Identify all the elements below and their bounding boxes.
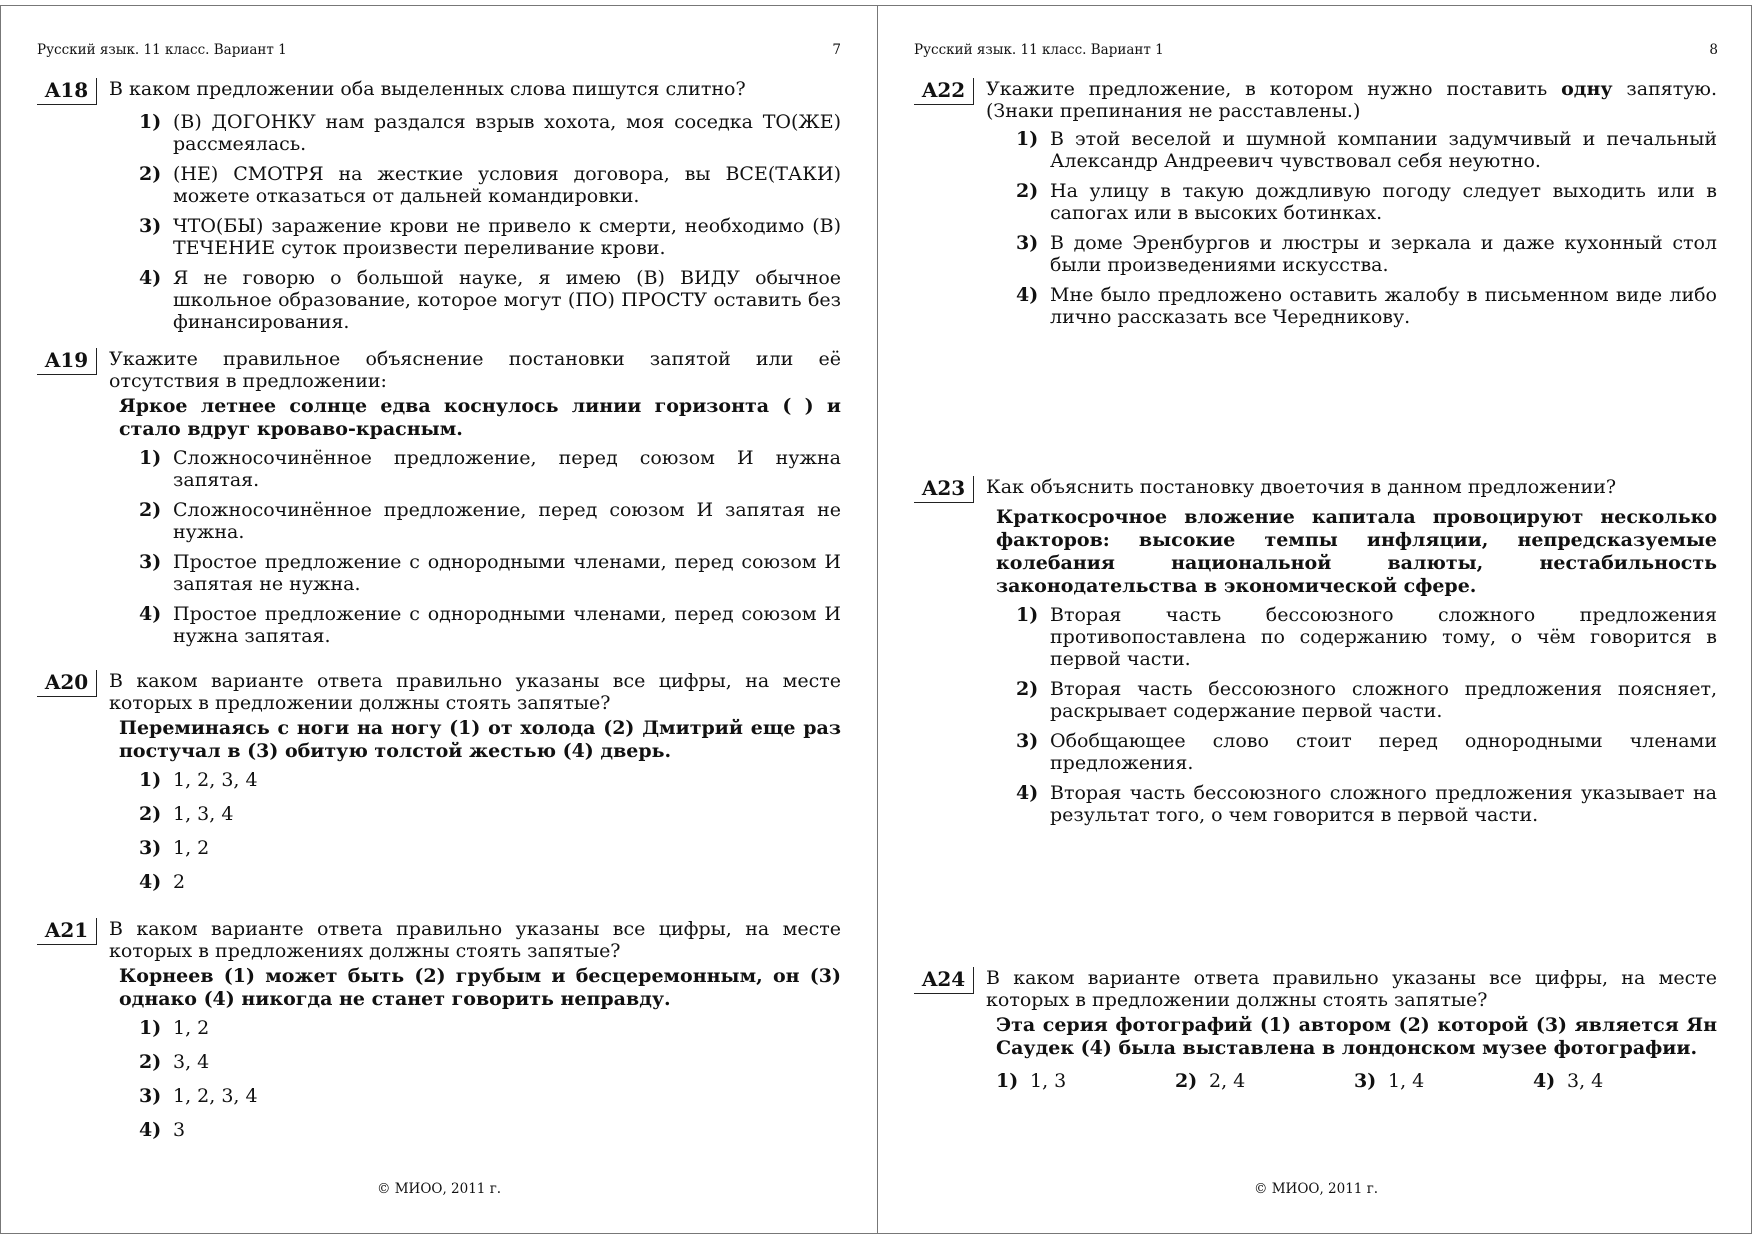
option-text: 2, 4	[1209, 1070, 1246, 1092]
page-number: 8	[1709, 42, 1718, 58]
option-number: 4)	[1016, 284, 1039, 306]
option-number: 4)	[139, 871, 162, 893]
option-number: 1)	[139, 447, 162, 469]
answer-options	[139, 447, 841, 647]
answer-options	[139, 1017, 841, 1141]
answer-option[interactable]	[139, 267, 841, 333]
question-number: A18	[37, 78, 97, 105]
header-title: Русский язык. 11 класс. Вариант 1	[914, 42, 1164, 58]
option-number: 2)	[1175, 1070, 1198, 1092]
question-text: В каком варианте ответа правильно указаны все цифры, на месте которых в предложении должны стоять запятые?	[986, 967, 1717, 1011]
option-number: 2)	[139, 803, 162, 825]
option-number: 2)	[1016, 180, 1039, 202]
answer-option[interactable]	[139, 871, 841, 893]
question-sentence: Яркое летнее солнце едва коснулось линии горизонта ( ) и стало вдруг кроваво-красным.	[119, 395, 841, 440]
option-text: Вторая часть бессоюзного сложного предложения противопоставлена по содержанию тому, о чём говорится в первой части.	[1050, 604, 1717, 670]
question-a20	[37, 670, 841, 905]
question-sentence: Корнеев (1) может быть (2) грубым и бесцеремонным, он (3) однако (4) никогда не станет говорить неправду.	[119, 965, 841, 1010]
page-footer	[1, 1181, 877, 1197]
option-number: 2)	[139, 163, 162, 185]
option-text: 1, 2	[173, 1017, 210, 1039]
option-text: (В) ДОГОНКУ нам раздался взрыв хохота, моя соседка ТО(ЖЕ) рассмеялась.	[173, 111, 841, 155]
option-text: Мне было предложено оставить жалобу в письменном виде либо лично рассказать все Чередникову.	[1050, 284, 1717, 328]
question-a22	[914, 78, 1717, 336]
answer-option[interactable]	[139, 769, 841, 791]
answer-option[interactable]	[1016, 284, 1717, 328]
option-number: 2)	[1016, 678, 1039, 700]
option-number: 4)	[139, 603, 162, 625]
option-text: Вторая часть бессоюзного сложного предложения поясняет, раскрывает содержание первой части.	[1050, 678, 1717, 722]
option-text: (НЕ) СМОТРЯ на жесткие условия договора, вы ВСЕ(ТАКИ) можете отказаться от дальней командировки.	[173, 163, 841, 207]
question-a19	[37, 348, 841, 655]
option-number: 4)	[139, 1119, 162, 1141]
answer-option[interactable]	[1175, 1070, 1354, 1092]
question-text-emphasis: одну	[1561, 78, 1613, 100]
answer-option[interactable]	[139, 1119, 841, 1141]
option-text: На улицу в такую дождливую погоду следует выходить или в сапогах или в высоких ботинках.	[1050, 180, 1717, 224]
question-text-part: запятую. (Знаки препинания не расставлены.)	[986, 78, 1717, 122]
page-header	[37, 42, 841, 58]
answer-option[interactable]	[139, 803, 841, 825]
answer-option[interactable]	[1016, 730, 1717, 774]
option-number: 1)	[139, 111, 162, 133]
answer-option[interactable]	[139, 447, 841, 491]
answer-option[interactable]	[139, 837, 841, 859]
option-text: 3, 4	[1567, 1070, 1604, 1092]
option-text: ЧТО(БЫ) заражение крови не привело к смерти, необходимо (В) ТЕЧЕНИЕ суток произвести переливание крови.	[173, 215, 841, 259]
page-footer	[878, 1181, 1754, 1197]
option-text: 3, 4	[173, 1051, 210, 1073]
option-text: 1, 4	[1388, 1070, 1425, 1092]
question-number: A22	[914, 78, 974, 105]
answer-option[interactable]	[1016, 604, 1717, 670]
question-a23	[914, 476, 1717, 834]
option-number: 3)	[139, 837, 162, 859]
option-number: 1)	[1016, 604, 1039, 626]
copyright: © МИОО, 2011 г.	[1253, 1181, 1379, 1197]
option-number: 1)	[139, 1017, 162, 1039]
option-text: В доме Эренбургов и люстры и зеркала и даже кухонный стол были произведениями искусства.	[1050, 232, 1717, 276]
option-text: Сложносочинённое предложение, перед союзом И нужна запятая.	[173, 447, 841, 491]
option-number: 3)	[1016, 232, 1039, 254]
option-text: 1, 2, 3, 4	[173, 769, 258, 791]
answer-option[interactable]	[139, 1017, 841, 1039]
question-number: A19	[37, 348, 97, 375]
answer-options	[1016, 604, 1717, 826]
option-text: Вторая часть бессоюзного сложного предложения указывает на результат того, о чем говорится в первой части.	[1050, 782, 1717, 826]
option-text: Я не говорю о большой науке, я имею (В) ВИДУ обычное школьное образование, которое могут (ПО) ПРОСТУ оставить без финансирования.	[173, 267, 841, 333]
question-number: A20	[37, 670, 97, 697]
question-a24	[914, 967, 1717, 1092]
answer-options	[1016, 128, 1717, 328]
answer-option[interactable]	[139, 1085, 841, 1107]
answer-option[interactable]	[139, 215, 841, 259]
option-text: 1, 3	[1030, 1070, 1067, 1092]
answer-option[interactable]	[139, 111, 841, 155]
page-number: 7	[832, 42, 841, 58]
option-number: 4)	[1533, 1070, 1556, 1092]
answer-option[interactable]	[139, 163, 841, 207]
header-title: Русский язык. 11 класс. Вариант 1	[37, 42, 287, 58]
option-number: 1)	[996, 1070, 1019, 1092]
option-text: 3	[173, 1119, 186, 1141]
answer-option[interactable]	[996, 1070, 1175, 1092]
question-text: В каком варианте ответа правильно указаны все цифры, на месте которых в предложении должны стоять запятые?	[109, 670, 841, 714]
option-number: 2)	[139, 1051, 162, 1073]
question-sentence: Эта серия фотографий (1) автором (2) которой (3) является Ян Саудек (4) была выставлена в лондонском музее фотографии.	[996, 1014, 1717, 1059]
option-number: 3)	[139, 215, 162, 237]
page-right	[878, 6, 1754, 1233]
option-text: Простое предложение с однородными членами, перед союзом И нужна запятая.	[173, 603, 841, 647]
question-a18	[37, 78, 841, 341]
answer-options	[139, 769, 841, 893]
question-text: Укажите правильное объяснение постановки запятой или её отсутствия в предложении:	[109, 348, 841, 392]
question-text-part: Укажите предложение, в котором нужно поставить	[986, 78, 1562, 100]
answer-option[interactable]	[1533, 1070, 1712, 1092]
option-number: 3)	[139, 551, 162, 573]
answer-option[interactable]	[139, 603, 841, 647]
answer-options	[139, 111, 841, 333]
option-number: 4)	[139, 267, 162, 289]
answer-option[interactable]	[1016, 180, 1717, 224]
option-text: Простое предложение с однородными членами, перед союзом И запятая не нужна.	[173, 551, 841, 595]
question-a21	[37, 918, 841, 1153]
option-number: 1)	[139, 769, 162, 791]
answer-option[interactable]	[1354, 1070, 1533, 1092]
answer-option[interactable]	[139, 551, 841, 595]
answer-options	[996, 1070, 1717, 1092]
question-text: В каком варианте ответа правильно указаны все цифры, на месте которых в предложениях должны стоять запятые?	[109, 918, 841, 962]
answer-option[interactable]	[1016, 678, 1717, 722]
option-text: В этой веселой и шумной компании задумчивый и печальный Александр Андреевич чувствовал себя неуютно.	[1050, 128, 1717, 172]
page-header	[914, 42, 1718, 58]
option-text: Сложносочинённое предложение, перед союзом И запятая не нужна.	[173, 499, 841, 543]
option-text: 1, 2	[173, 837, 210, 859]
question-number: A21	[37, 918, 97, 945]
option-text: 1, 2, 3, 4	[173, 1085, 258, 1107]
option-number: 3)	[1016, 730, 1039, 752]
option-number: 3)	[1354, 1070, 1377, 1092]
answer-option[interactable]	[1016, 232, 1717, 276]
question-text: В каком предложении оба выделенных слова пишутся слитно?	[109, 78, 746, 100]
question-number: A23	[914, 476, 974, 503]
option-number: 2)	[139, 499, 162, 521]
answer-option[interactable]	[139, 1051, 841, 1073]
answer-option[interactable]	[1016, 128, 1717, 172]
page-left	[1, 6, 877, 1233]
option-text: 2	[173, 871, 186, 893]
option-text: 1, 3, 4	[173, 803, 234, 825]
option-number: 4)	[1016, 782, 1039, 804]
question-text	[986, 78, 1717, 122]
question-number: A24	[914, 967, 974, 994]
exam-spread	[0, 5, 1752, 1234]
option-number: 3)	[139, 1085, 162, 1107]
answer-option[interactable]	[1016, 782, 1717, 826]
option-number: 1)	[1016, 128, 1039, 150]
copyright: © МИОО, 2011 г.	[376, 1181, 502, 1197]
question-sentence: Переминаясь с ноги на ногу (1) от холода (2) Дмитрий еще раз постучал в (3) обитую толстой жестью (4) дверь.	[119, 717, 841, 762]
answer-option[interactable]	[139, 499, 841, 543]
question-text: Как объяснить постановку двоеточия в данном предложении?	[986, 476, 1617, 498]
question-sentence: Краткосрочное вложение капитала провоцируют несколько факторов: высокие темпы инфляции, непредсказуемые колебания национальной валюты, нестабильность законодательства в экономической сфере.	[996, 506, 1717, 597]
option-text: Обобщающее слово стоит перед однородными членами предложения.	[1050, 730, 1717, 774]
